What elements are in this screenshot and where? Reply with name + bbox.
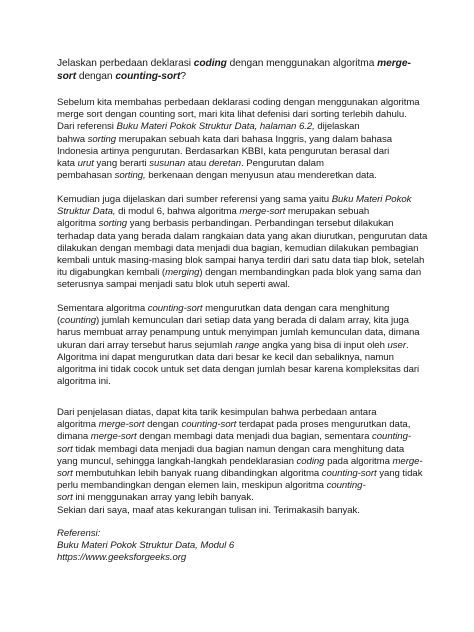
text-line [57,109,427,121]
text-run: dilakukan dengan membagi data menjadi dua bagian, kemudian dilakukan pembagian [57,242,419,254]
text-run: Sementara algoritma [57,303,148,314]
text-line [57,444,427,456]
text-line [57,480,427,492]
emphasized-text: Referensi: [57,528,101,539]
text-line [57,121,427,133]
text-run: membutuhkan lebih banyak ruang dibandingkan algoritma [72,468,322,480]
text-line [57,456,427,468]
emphasized-text: sorting [98,218,128,230]
emphasized-text: coding [193,58,227,69]
text-line [57,352,427,364]
text-line [57,194,427,206]
text-run: algoritma ini. [57,376,111,388]
text-line [57,206,427,218]
paragraph-sorting-definition [57,97,427,182]
text-run: tidak membagi data menjadi dua bagian namun dengan cara menghitung data [72,443,405,455]
text-line [57,540,427,552]
text-line [57,364,427,376]
emphasized-text: merge-sort [90,431,137,443]
emphasized-text: Buku Materi Pokok Struktur Data, halaman 6.2, [116,121,315,133]
text-run: terdapat pada proses mengurutkan data, [236,419,411,431]
text-run: pada algoritma [324,455,393,467]
text-run: itu digabungkan kembali ( [57,267,166,279]
text-run: kata [57,158,78,170]
text-line [57,505,427,517]
text-line [57,243,427,255]
emphasized-text: sorting, [114,170,146,182]
text-line [57,376,427,388]
text-line [57,279,427,291]
question-heading [57,57,427,83]
text-run: Indonesia artinya pengurutan. Berdasarkan KBBI, kata pengurutan berasal dari [57,145,390,157]
text-run: dimana [57,431,91,443]
emphasized-text: counting-sort [181,419,237,431]
text-line [57,327,427,339]
text-run: yang tidak [376,468,423,480]
text-line [57,231,427,243]
text-run: ukuran dari array tersebut harus sejumlah [57,339,236,351]
text-line [57,552,427,564]
text-run: terhadap data yang berada dalam rangkaian data yang akan diurutkan, pengurutan data [57,230,428,242]
text-run: angka yang bisa di input oleh [259,339,388,351]
text-run: Algoritma ini dapat mengurutkan data dari besar ke kecil dan sebaliknya, namun [57,351,394,363]
emphasized-text: merge-sort [98,419,145,431]
emphasized-text: Struktur Data, [57,206,116,218]
text-run: dijelaskan [314,121,360,133]
text-run: Dari penjelasan diatas, dapat kita tarik kesimpulan bahwa perbedaan antara [57,407,377,418]
emphasized-text: range [235,339,260,351]
emphasized-text: merge- [377,58,411,69]
text-line [57,57,427,70]
text-line [57,158,427,170]
text-run: merupakan sebuah kata dari bahasa Inggris, yang dalam bahasa [116,133,392,145]
emphasized-text: deretan [208,158,242,170]
emphasized-text: user [387,339,406,351]
text-run: bahwa [57,133,88,145]
text-run: ) dengan membandingkan pada blok yang sama dan [199,267,422,279]
text-line [57,468,427,480]
text-run: kembali untuk masing-masing blok sampai hanya terdiri dari satu data tiap blok, setelah [57,255,425,267]
text-run: harus membuat array penampung untuk menyimpan jumlah kemunculan data, dimana [57,327,420,339]
paragraph-merge-sort [57,194,427,292]
text-line [57,255,427,267]
emphasized-text: counting [60,315,97,327]
text-run: berkenaan dengan menyusun atau menderetkan data. [145,170,377,182]
text-line [57,419,427,431]
emphasized-text: sort [57,492,73,504]
emphasized-text: sort [57,443,73,455]
text-line [57,492,427,504]
text-run: seterusnya sampai menjadi satu blok utuh seperti awal. [57,279,291,291]
emphasized-text: sort [57,71,77,82]
text-run: ini menggunakan array yang lebih banyak. [72,492,254,504]
text-run: . [405,339,409,351]
emphasized-text: Buku Materi Pokok [331,194,412,205]
emphasized-text: merging [165,267,200,279]
paragraph-counting-sort [57,303,427,388]
text-run: dengan menggunakan algoritma [226,58,378,69]
text-run: . Pengurutan dalam [241,158,324,170]
text-run: atau [185,158,209,170]
emphasized-text: sort [57,468,73,480]
text-line [57,315,427,327]
text-run: Kemudian juga dijelaskan dari sumber referensi yang sama yaitu [57,194,332,205]
references [57,528,427,565]
text-line [57,407,427,419]
text-run: di modul 6, bahwa algoritma [115,206,240,218]
text-run: pembahasan [57,170,115,182]
emphasized-text: urut [77,158,94,170]
paragraph-conclusion [57,407,427,517]
text-run: algoritma [57,419,99,431]
text-run: merge sort dengan counting sort, mari kita lihat defenisi dari sorting terlebih dahulu. [57,109,407,121]
text-line [57,431,427,443]
text-run: perlu membandingkan dengan elemen lain, meskipun algoritma [57,480,327,492]
text-line [57,70,427,83]
text-run: algoritma [57,218,99,230]
text-line [57,340,427,352]
emphasized-text: counting-sort [321,468,377,480]
text-line [57,218,427,230]
text-run: dengan [76,71,116,82]
emphasized-text: counting-sort [115,71,181,82]
emphasized-text: counting- [326,480,366,492]
text-run: yang muncul, sehingga langkah-langkah pendeklarasian [57,455,297,467]
text-line [57,267,427,279]
text-run: dengan [144,419,182,431]
emphasized-text: susunan [149,158,186,170]
text-line [57,134,427,146]
text-line [57,97,427,109]
text-line [57,170,427,182]
emphasized-text: counting- [372,431,412,443]
text-run: Jelaskan perbedaan deklarasi [57,58,194,69]
text-line [57,146,427,158]
emphasized-text: merge-sort [239,206,286,218]
text-run: Sekian dari saya, maaf atas kekurangan tulisan ini. Terimakasih banyak. [57,504,360,516]
emphasized-text: sorting [87,133,117,145]
text-line [57,303,427,315]
text-run: ? [180,71,186,82]
text-line [57,528,427,540]
text-run: Sebelum kita membahas perbedaan deklarasi coding dengan menggunakan algoritma [57,97,420,108]
text-run: yang berarti [93,158,150,170]
text-run: algoritma ini tidak cocok untuk set data dengan jumlah besar karena kompleksitas dari [57,364,420,376]
text-run: ( [57,315,61,327]
emphasized-text: coding [296,455,325,467]
text-run: mengurutkan data dengan cara menghitung [202,303,390,314]
text-run: ) jumlah kemunculan dari setiap data yang berada di dalam array, kita juga [96,315,409,327]
text-run: merupakan sebuah [285,206,370,218]
emphasized-text: merge- [392,455,423,467]
text-run: dengan membagi data menjadi dua bagian, sementara [136,431,372,443]
emphasized-text: Buku Materi Pokok Struktur Data, Modul 6 [57,540,235,552]
text-run: yang berbasis perbandingan. Perbandingan tersebut dilakukan [127,218,394,230]
emphasized-text: https://www.geeksforgeeks.org [57,552,187,564]
text-run: Dari referensi [57,121,117,133]
emphasized-text: counting-sort [147,303,203,314]
